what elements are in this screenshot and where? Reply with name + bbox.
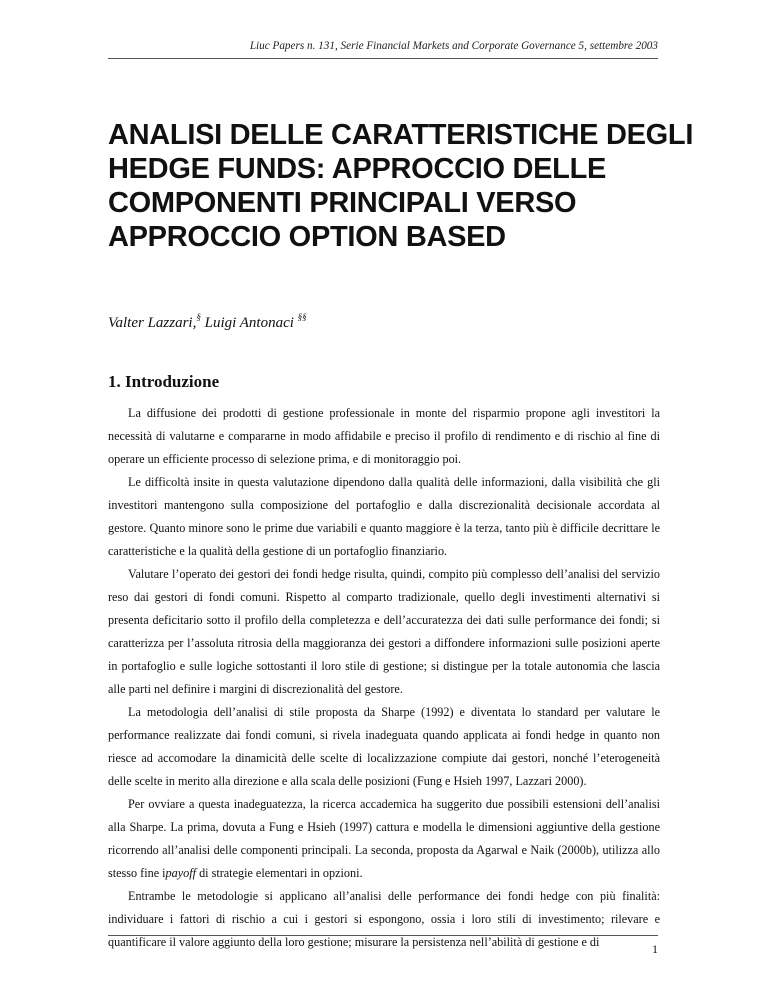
title-line: HEDGE FUNDS: APPROCCIO DELLE xyxy=(108,153,607,185)
paragraph: Le difficoltà insite in questa valutazione dipendono dalla qualità delle informazioni, dalla visibilità che gli investitori mantengono sulla composizione del portafoglio e dalla discrezionalità decisionale accordata al gestore. Quanto minore sono le prime due variabili e quanto maggiore è la terza, tanto più è difficile decrittare le caratteristiche e la qualità della gestione di un portafoglio finanziario. xyxy=(108,475,660,558)
paragraph: La metodologia dell’analisi di stile proposta da Sharpe (1992) e diventata lo standard per valutare le performance realizzate dai fondi comuni, si rivela inadeguata quando applicata ai fondi hedge in quanto non riesce ad accomodare la dinamicità delle scelte di localizzazione compiute dai gestori, nonché l’eterogeneità delle scelte in merito alla direzione e alla scala delle posizioni (Fung e Hsieh 1997, Lazzari 2000). xyxy=(108,705,660,788)
paper-title xyxy=(108,118,694,254)
footer-divider xyxy=(108,935,658,936)
section-heading: 1. Introduzione xyxy=(108,372,220,391)
paragraph: Valutare l’operato dei gestori dei fondi hedge risulta, quindi, compito più complesso dell’analisi del servizio reso dai gestori di fondi comuni. Rispetto al comparto tradizionale, quello degli investimenti alternativi si presenta deficitario sotto il profilo della completezza e dell’accuratezza dei dati sulle performance dei fondi; si caratterizza per l’assoluta ritrosia della maggioranza dei gestori a diffondere informazioni sulle posizioni aperte in portafoglio e sulle logiche sottostanti il loro stile di gestione; si distingue per la totale autonomia che lascia alle parti nel definire i margini di discrezionalità del gestore. xyxy=(108,567,660,696)
paragraph xyxy=(108,793,660,885)
footnote-mark: §§ xyxy=(297,312,307,322)
footnote-mark: § xyxy=(196,312,201,322)
paragraph: La diffusione dei prodotti di gestione professionale in monte del risparmio propone agli investitori la necessità di valutarne e compararne in modo affidabile e preciso il profilo di rendimento e di rischio al fine di operare un efficiente processo di selezione prima, e di monitoraggio poi. xyxy=(108,406,660,466)
page-number: 1 xyxy=(652,942,658,956)
body-text xyxy=(108,402,660,954)
title-line: COMPONENTI PRINCIPALI VERSO xyxy=(108,187,577,219)
paragraph-text: di strategie elementari in opzioni. xyxy=(196,866,363,880)
author-line xyxy=(108,312,307,332)
paragraph-text: Per ovviare a questa inadeguatezza, la ricerca accademica ha suggerito due possibili estensioni dell’analisi alla Sharpe. La prima, dovuta a Fung e Hsieh (1997) cattura e modella le dimensioni aggiuntive della gestione ricorrendo all’analisi delle componenti principali. La seconda, proposta da Agarwal e Naik (2000b), utilizza allo stesso fine i xyxy=(108,797,660,880)
title-line: APPROCCIO OPTION BASED xyxy=(108,221,506,253)
author-name: Luigi Antonaci xyxy=(200,315,298,331)
title-line: ANALISI DELLE CARATTERISTICHE DEGLI xyxy=(108,119,694,151)
emphasis-term: payoff xyxy=(165,866,197,880)
header-divider xyxy=(108,58,658,59)
author-name: Valter Lazzari, xyxy=(108,315,197,331)
running-header: Liuc Papers n. 131, Serie Financial Markets and Corporate Governance 5, settembre 2003 xyxy=(249,40,658,52)
paragraph: Entrambe le metodologie si applicano all’analisi delle performance dei fondi hedge con più finalità: individuare i fattori di rischio a cui i gestori si espongono, ossia i loro stili di investimento; rilevare e quantificare il valore aggiunto della loro gestione; misurare la persistenza nell’abilità di gestione e di xyxy=(108,889,660,949)
